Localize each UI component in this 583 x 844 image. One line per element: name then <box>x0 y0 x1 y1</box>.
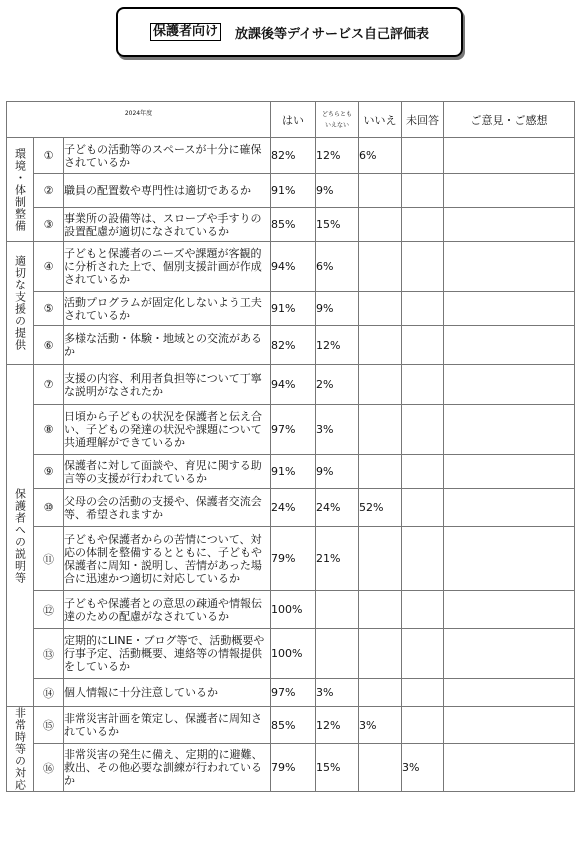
row-number: ③ <box>34 208 64 242</box>
comment-cell <box>444 591 575 629</box>
row-number: ⑬ <box>34 629 64 679</box>
comments-header: ご意見・ご感想 <box>444 102 575 138</box>
year-header: 2024年度 <box>7 102 271 138</box>
question-text: 子どもと保護者のニーズや課題が客観的に分析された上で、個別支援計画が作成されているか <box>64 242 271 292</box>
table-row <box>7 326 575 365</box>
neither-percent: 6% <box>316 242 359 292</box>
question-text: 子どもや保護者との意思の疎通や情報伝達のための配慮がなされているか <box>64 591 271 629</box>
comment-cell <box>444 679 575 707</box>
row-number: ⑦ <box>34 365 64 405</box>
no-percent <box>359 629 402 679</box>
table-row <box>7 707 575 744</box>
neither-percent <box>316 591 359 629</box>
no-answer-percent <box>402 707 444 744</box>
table-row <box>7 174 575 208</box>
neither-percent: 9% <box>316 174 359 208</box>
no-percent <box>359 679 402 707</box>
comment-cell <box>444 527 575 591</box>
comment-cell <box>444 629 575 679</box>
category-label: 環境・体制整備 <box>7 138 34 242</box>
comment-cell <box>444 326 575 365</box>
yes-percent: 82% <box>271 138 316 174</box>
row-number: ⑥ <box>34 326 64 365</box>
comment-cell <box>444 405 575 455</box>
yes-percent: 100% <box>271 629 316 679</box>
category-label: 非常時等の対応 <box>7 707 34 792</box>
neither-percent: 3% <box>316 405 359 455</box>
no-answer-percent <box>402 591 444 629</box>
no-answer-percent <box>402 489 444 527</box>
no-answer-percent <box>402 242 444 292</box>
yes-percent: 82% <box>271 326 316 365</box>
no-answer-percent <box>402 679 444 707</box>
neither-percent: 24% <box>316 489 359 527</box>
table-row <box>7 489 575 527</box>
no-percent: 6% <box>359 138 402 174</box>
title-box <box>116 7 463 57</box>
question-text: 子どもや保護者からの苦情について、対応の体制を整備するとともに、子どもや保護者に周知・説明し、苦情があった場合に迅速かつ適切に対応しているか <box>64 527 271 591</box>
no-answer-percent <box>402 174 444 208</box>
comment-cell <box>444 242 575 292</box>
comment-cell <box>444 489 575 527</box>
question-text: 定期的にLINE・ブログ等で、活動概要や行事予定、活動概要、連絡等の情報提供をしているか <box>64 629 271 679</box>
no-percent <box>359 174 402 208</box>
row-number: ⑫ <box>34 591 64 629</box>
question-text: 事業所の設備等は、スロープや手すりの設置配慮が適切になされているか <box>64 208 271 242</box>
row-number: ⑪ <box>34 527 64 591</box>
neither-percent: 3% <box>316 679 359 707</box>
neither-percent <box>316 629 359 679</box>
table-row <box>7 527 575 591</box>
comment-cell <box>444 208 575 242</box>
neither-percent: 21% <box>316 527 359 591</box>
table-row <box>7 679 575 707</box>
row-number: ⑭ <box>34 679 64 707</box>
yes-percent: 91% <box>271 174 316 208</box>
yes-percent: 100% <box>271 591 316 629</box>
category-label: 保護者への説明等 <box>7 365 34 707</box>
yes-percent: 91% <box>271 455 316 489</box>
no-percent: 3% <box>359 707 402 744</box>
no-percent <box>359 591 402 629</box>
yes-percent: 24% <box>271 489 316 527</box>
no-percent <box>359 292 402 326</box>
no-percent: 52% <box>359 489 402 527</box>
yes-percent: 97% <box>271 679 316 707</box>
comment-cell <box>444 292 575 326</box>
yes-percent: 97% <box>271 405 316 455</box>
table-row <box>7 365 575 405</box>
no-answer-percent <box>402 292 444 326</box>
yes-header: はい <box>271 102 316 138</box>
row-number: ⑮ <box>34 707 64 744</box>
table-row <box>7 242 575 292</box>
question-text: 日頃から子どもの状況を保護者と伝え合い、子どもの発達の状況や課題について共通理解ができているか <box>64 405 271 455</box>
comment-cell <box>444 174 575 208</box>
question-text: 多様な活動・体験・地域との交流があるか <box>64 326 271 365</box>
row-number: ④ <box>34 242 64 292</box>
no-percent <box>359 405 402 455</box>
neither-percent: 9% <box>316 292 359 326</box>
no-answer-percent <box>402 405 444 455</box>
yes-percent: 91% <box>271 292 316 326</box>
yes-percent: 79% <box>271 744 316 792</box>
no-percent <box>359 527 402 591</box>
yes-percent: 94% <box>271 365 316 405</box>
no-answer-percent <box>402 365 444 405</box>
question-text: 支援の内容、利用者負担等について丁寧な説明がなされたか <box>64 365 271 405</box>
no-percent <box>359 744 402 792</box>
no-answer-percent <box>402 455 444 489</box>
neither-percent: 2% <box>316 365 359 405</box>
question-text: 子どもの活動等のスペースが十分に確保されているか <box>64 138 271 174</box>
table-row <box>7 455 575 489</box>
comment-cell <box>444 138 575 174</box>
category-label: 適切な支援の提供 <box>7 242 34 365</box>
row-number: ⑨ <box>34 455 64 489</box>
table-row <box>7 292 575 326</box>
table-row <box>7 591 575 629</box>
question-text: 保護者に対して面談や、育児に関する助言等の支援が行われているか <box>64 455 271 489</box>
neither-header: どちらとも いえない <box>316 102 359 138</box>
row-number: ⑯ <box>34 744 64 792</box>
no-answer-percent: 3% <box>402 744 444 792</box>
yes-percent: 94% <box>271 242 316 292</box>
neither-percent: 12% <box>316 707 359 744</box>
question-text: 非常災害計画を策定し、保護者に周知されているか <box>64 707 271 744</box>
no-header: いいえ <box>359 102 402 138</box>
comment-cell <box>444 455 575 489</box>
neither-percent: 9% <box>316 455 359 489</box>
comment-cell <box>444 707 575 744</box>
question-text: 職員の配置数や専門性は適切であるか <box>64 174 271 208</box>
table-row <box>7 744 575 792</box>
no-answer-header: 未回答 <box>402 102 444 138</box>
no-percent <box>359 455 402 489</box>
row-number: ② <box>34 174 64 208</box>
document-title: 放課後等デイサービス自己評価表 <box>234 26 430 42</box>
neither-percent: 12% <box>316 326 359 365</box>
row-number: ⑩ <box>34 489 64 527</box>
neither-percent: 12% <box>316 138 359 174</box>
row-number: ⑧ <box>34 405 64 455</box>
question-text: 個人情報に十分注意しているか <box>64 679 271 707</box>
neither-percent: 15% <box>316 208 359 242</box>
comment-cell <box>444 744 575 792</box>
yes-percent: 79% <box>271 527 316 591</box>
table-row <box>7 208 575 242</box>
no-answer-percent <box>402 326 444 365</box>
row-number: ⑤ <box>34 292 64 326</box>
neither-percent: 15% <box>316 744 359 792</box>
comment-cell <box>444 365 575 405</box>
table-row <box>7 629 575 679</box>
no-answer-percent <box>402 527 444 591</box>
question-text: 非常災害の発生に備え、定期的に避難、救出、その他必要な訓練が行われているか <box>64 744 271 792</box>
no-percent <box>359 208 402 242</box>
row-number: ① <box>34 138 64 174</box>
question-text: 父母の会の活動の支援や、保護者交流会等、希望されますか <box>64 489 271 527</box>
no-answer-percent <box>402 629 444 679</box>
table-row <box>7 138 575 174</box>
header-row <box>7 102 575 138</box>
audience-tag: 保護者向け <box>150 23 221 41</box>
yes-percent: 85% <box>271 707 316 744</box>
no-percent <box>359 365 402 405</box>
evaluation-table <box>6 101 575 792</box>
table-row <box>7 405 575 455</box>
no-percent <box>359 326 402 365</box>
no-answer-percent <box>402 208 444 242</box>
no-answer-percent <box>402 138 444 174</box>
yes-percent: 85% <box>271 208 316 242</box>
question-text: 活動プログラムが固定化しないよう工夫されているか <box>64 292 271 326</box>
no-percent <box>359 242 402 292</box>
